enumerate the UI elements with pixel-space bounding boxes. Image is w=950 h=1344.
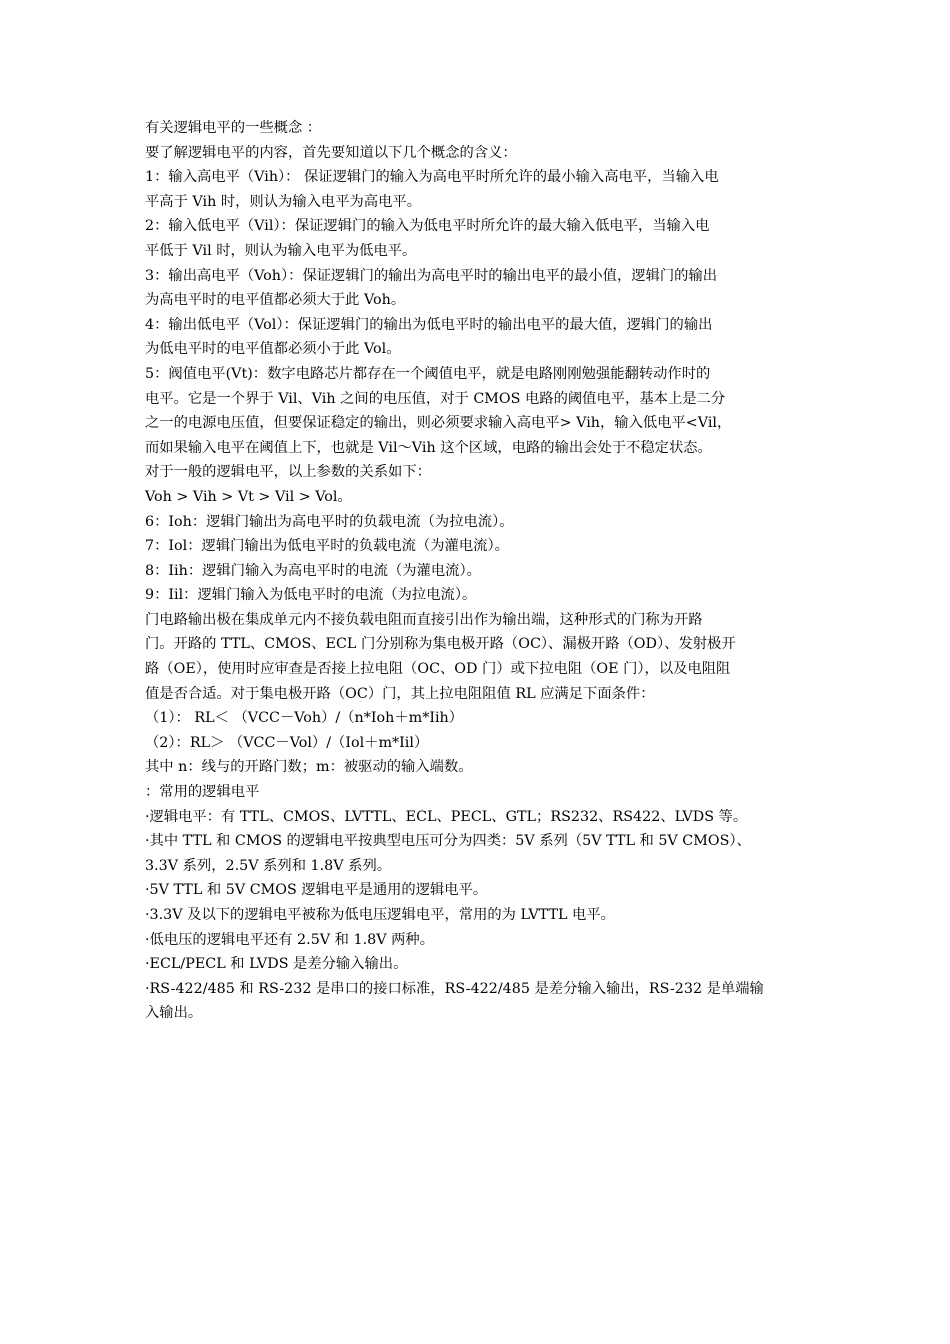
open-gate-line-2: 门。开路的 TTL、CMOS、ECL 门分别称为集电极开路（OC）、漏极开路（OD）、发射极开 [145, 636, 736, 653]
item-8: 8：Iih：逻辑门输入为高电平时的电流（为灌电流）。 [145, 562, 481, 579]
item-3-line-1: 3：输出高电平（Voh）：保证逻辑门的输出为高电平时的输出电平的最小值，逻辑门的输出 [145, 267, 718, 284]
bullet-7-line-2: 入输出。 [145, 1005, 203, 1022]
item-5-line-3: 之一的电源电压值，但要保证稳定的输出，则必须要求输入高电平> Vih，输入低电平<Vil， [145, 415, 732, 432]
item-7: 7：Iol：逻辑门输出为低电平时的负载电流（为灌电流）。 [145, 538, 509, 555]
item-5-line-1: 5：阀值电平(Vt)：数字电路芯片都存在一个阈值电平，就是电路刚刚勉强能翻转动作时的 [145, 365, 711, 382]
document-body [145, 116, 810, 1026]
bullet-7-line-1: ·RS-422/485 和 RS-232 是串口的接口标准，RS-422/485 是差分输入输出，RS-232 是单端输 [145, 980, 764, 997]
condition-note: 其中 n：线与的开路门数；m：被驱动的输入端数。 [145, 759, 473, 776]
item-9: 9：Iil：逻辑门输入为低电平时的电流（为拉电流）。 [145, 587, 477, 604]
item-1-line-1: 1：输入高电平（Vih）： 保证逻辑门的输入为高电平时所允许的最小输入高电平，当输入电 [145, 169, 719, 186]
bullet-4: ·3.3V 及以下的逻辑电平被称为低电压逻辑电平，常用的为 LVTTL 电平。 [145, 907, 615, 923]
intro-line: 要了解逻辑电平的内容，首先要知道以下几个概念的含义： [145, 144, 517, 161]
item-2-line-1: 2：输入低电平（Vil）：保证逻辑门的输入为低电平时所允许的最大输入低电平，当输入电 [145, 218, 710, 235]
item-3-line-2: 为高电平时的电平值都必须大于此 Voh。 [145, 292, 406, 309]
relation-intro: 对于一般的逻辑电平，以上参数的关系如下： [145, 464, 431, 481]
item-5-line-4: 而如果输入电平在阈值上下，也就是 Vil～Vih 这个区域，电路的输出会处于不稳定状态。 [145, 439, 712, 456]
item-4-line-2: 为低电平时的电平值都必须小于此 Vol。 [145, 341, 401, 358]
relation-formula: Voh > Vih > Vt > Vil > Vol。 [145, 488, 352, 505]
item-2-line-2: 平低于 Vil 时，则认为输入电平为低电平。 [145, 242, 417, 259]
bullet-5: ·低电压的逻辑电平还有 2.5V 和 1.8V 两种。 [145, 931, 435, 948]
condition-2: （2）：RL＞ （VCC－Vol）/（Iol＋m*Iil） [145, 734, 429, 751]
bullet-6: ·ECL/PECL 和 LVDS 是差分输入输出。 [145, 956, 408, 973]
open-gate-line-4: 值是否合适。对于集电极开路（OC）门，其上拉电阻阻值 RL 应满足下面条件： [145, 685, 655, 702]
common-levels-heading: ：常用的逻辑电平 [145, 784, 260, 801]
bullet-3: ·5V TTL 和 5V CMOS 逻辑电平是通用的逻辑电平。 [145, 882, 488, 899]
open-gate-line-1: 门电路输出极在集成单元内不接负载电阻而直接引出作为输出端，这种形式的门称为开路 [145, 611, 703, 628]
item-6: 6：Ioh：逻辑门输出为高电平时的负载电流（为拉电流）。 [145, 513, 514, 530]
doc-title: 有关逻辑电平的一些概念 ： [145, 120, 322, 136]
item-4-line-1: 4：输出低电平（Vol）：保证逻辑门的输出为低电平时的输出电平的最大值，逻辑门的输出 [145, 316, 713, 333]
bullet-2-line-1: ·其中 TTL 和 CMOS 的逻辑电平按典型电压可分为四类：5V 系列（5V TTL 和 5V CMOS）、 [145, 833, 751, 850]
item-5-line-2: 电平。它是一个界于 Vil、Vih 之间的电压值，对于 CMOS 电路的阈值电平，基本上是二分 [145, 390, 726, 407]
bullet-1: ·逻辑电平：有 TTL、CMOS、LVTTL、ECL、PECL、GTL；RS232、RS422、LVDS 等。 [145, 808, 748, 825]
open-gate-line-3: 路（OE），使用时应审查是否接上拉电阻（OC、OD 门）或下拉电阻（OE 门），以及电阻阻 [145, 661, 731, 678]
item-1-line-2: 平高于 Vih 时，则认为输入电平为高电平。 [145, 193, 421, 210]
bullet-2-line-2: 3.3V 系列，2.5V 系列和 1.8V 系列。 [145, 857, 392, 874]
condition-1: （1）： RL＜ （VCC－Voh）/（n*Ioh＋m*Iih） [145, 710, 464, 727]
